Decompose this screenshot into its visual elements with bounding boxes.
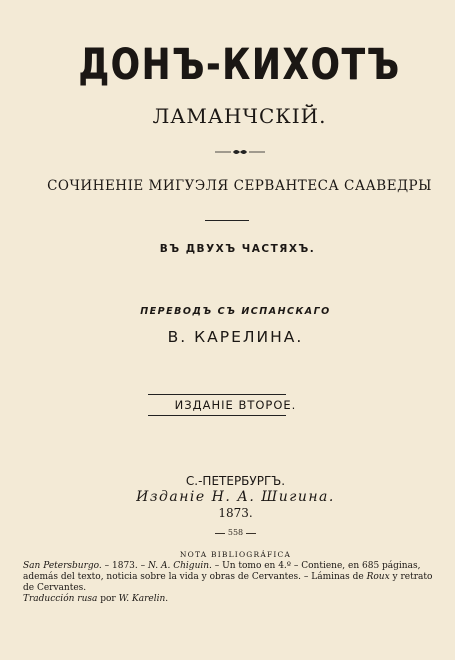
bibliographic-note [23, 561, 435, 605]
note-separator: – 1873. – [101, 561, 148, 571]
author-line: СОЧИНЕНІЕ МИГУЭЛЯ СЕРВАНТЕСА СААВЕДРЫ [47, 178, 432, 194]
note-translation [23, 594, 435, 605]
note-translation-by: por [97, 594, 119, 604]
book-subtitle: ЛАМАНЧСКІЙ. [152, 104, 327, 128]
note-city: San Petersburgo. [23, 561, 102, 571]
edition-label: ИЗДАНІЕ ВТОРОЕ. [174, 398, 297, 412]
note-body-end: y retrato de Cervantes. [23, 572, 433, 593]
note-illustrator: Roux [366, 572, 390, 582]
note-translation-label: Traducción rusa [23, 594, 98, 604]
dash-right [246, 533, 256, 534]
note-paragraph [23, 561, 435, 594]
publication-city: С.-ПЕТЕРБУРГЪ. [185, 474, 286, 488]
dash-left [215, 533, 225, 534]
ornament-icon [215, 147, 265, 157]
translator-name: В. КАРЕЛИНА. [167, 328, 304, 346]
note-body: – Un tomo en 4.º – Contiene, en 685 páginas, además del texto, noticia sobre la vida y obras de Cervantes. – Láminas de [23, 561, 421, 582]
nota-title: NOTA BIBLIOGRÁFICA [179, 550, 292, 559]
note-person: N. A. Chiguin. [148, 561, 212, 571]
parts-line: ВЪ ДВУХЪ ЧАСТЯХЪ. [159, 243, 316, 255]
ornament-divider [12, 147, 455, 159]
publisher-line: Изданіе Н. А. Шигина. [136, 489, 335, 505]
catalog-number [8, 528, 455, 537]
note-translator: W. Karelin. [118, 594, 169, 604]
book-title: ДОНЪ-КИХОТЪ [78, 40, 401, 90]
translation-label: ПЕРЕВОДЪ СЪ ИСПАНСКАГО [140, 306, 331, 317]
publication-year: 1873. [218, 506, 253, 520]
divider-rule [205, 220, 249, 221]
catalog-number-value: 558 [227, 528, 244, 537]
